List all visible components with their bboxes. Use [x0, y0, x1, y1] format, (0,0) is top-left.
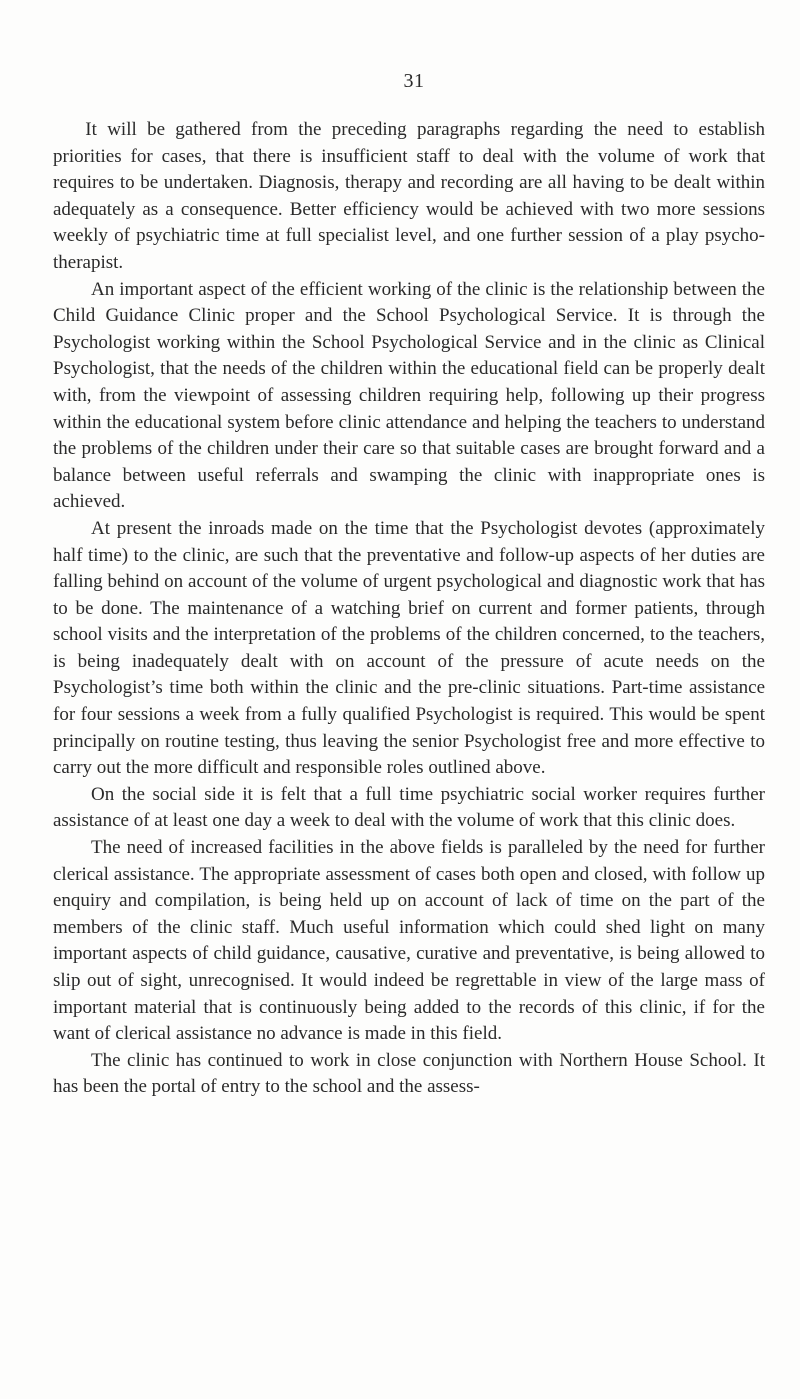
paragraph-psychologist-time: At present the inroads made on the time that the Psychologist devotes (approximately half time) to the clinic, are such that the preventative and follow-up aspects of her duties are falling behind on account of the volume of urgent psychological and diagnostic work that has to be done. The maintenance of a watching brief on current and former patients, through school visits and the interpretation of the problems of the children concerned, to the teachers, is being inadequately dealt with on account of the pressure of acute needs on the Psychologist’s time both within the clinic and the pre-clinic situations. Part-time assistance for four sessions a week from a fully qualified Psychologist is required. This would be spent principally on routine testing, thus leaving the senior Psychologist free and more effective to carry out the more difficult and responsible roles outlined above. [53, 517, 765, 779]
paragraph-northern-house-school: The clinic has continued to work in close conjunction with Northern House School. It has been the portal of entry to the school and the assess- [53, 1049, 765, 1098]
paragraph-clerical-assistance: The need of increased facilities in the above fields is paralleled by the need for further clerical assistance. The appropriate assessment of cases both open and closed, with follow up enquiry and compilation, is being held up on account of lack of time on the part of the members of the clinic staff. Much useful information which could shed light on many important aspects of child guidance, causative, curative and preventative, is being allowed to slip out of sight, unrecognised. It would indeed be regrettable in view of the large mass of important material that is continuously being added to the records of this clinic, if for the want of clerical assistance no advance is made in this field. [53, 837, 765, 1045]
page-number: 31 [403, 70, 425, 92]
paragraph-staffing-need: It will be gathered from the preceding paragraphs regarding the need to establish priorities for cases, that there is insufficient staff to deal with the volume of work that requires to be undertaken. Diagnosis, therapy and recording are all having to be dealt within adequately as a consequence. Better efficiency would be achieved with two more sessions weekly of psychiatric time at full specialist level, and one further session of a play psycho-therapist. [53, 119, 765, 273]
paragraph-clinic-relationship: An important aspect of the efficient working of the clinic is the relationship between the Child Guidance Clinic proper and the School Psychological Service. It is through the Psychologist working within the School Psychological Service and in the clinic as Clinical Psychologist, that the needs of the children within the educational field can be properly dealt with, from the viewpoint of assessing children requiring help, following up their progress within the educational system before clinic attendance and helping the teachers to understand the problems of the children under their care so that suitable cases are brought forward and a balance between useful referrals and swamping the clinic with inappropriate ones is achieved. [53, 278, 765, 513]
body-text [53, 117, 765, 1101]
paragraph-social-worker: On the social side it is felt that a full time psychiatric social worker requires further assistance of at least one day a week to deal with the volume of work that this clinic does. [53, 783, 765, 832]
